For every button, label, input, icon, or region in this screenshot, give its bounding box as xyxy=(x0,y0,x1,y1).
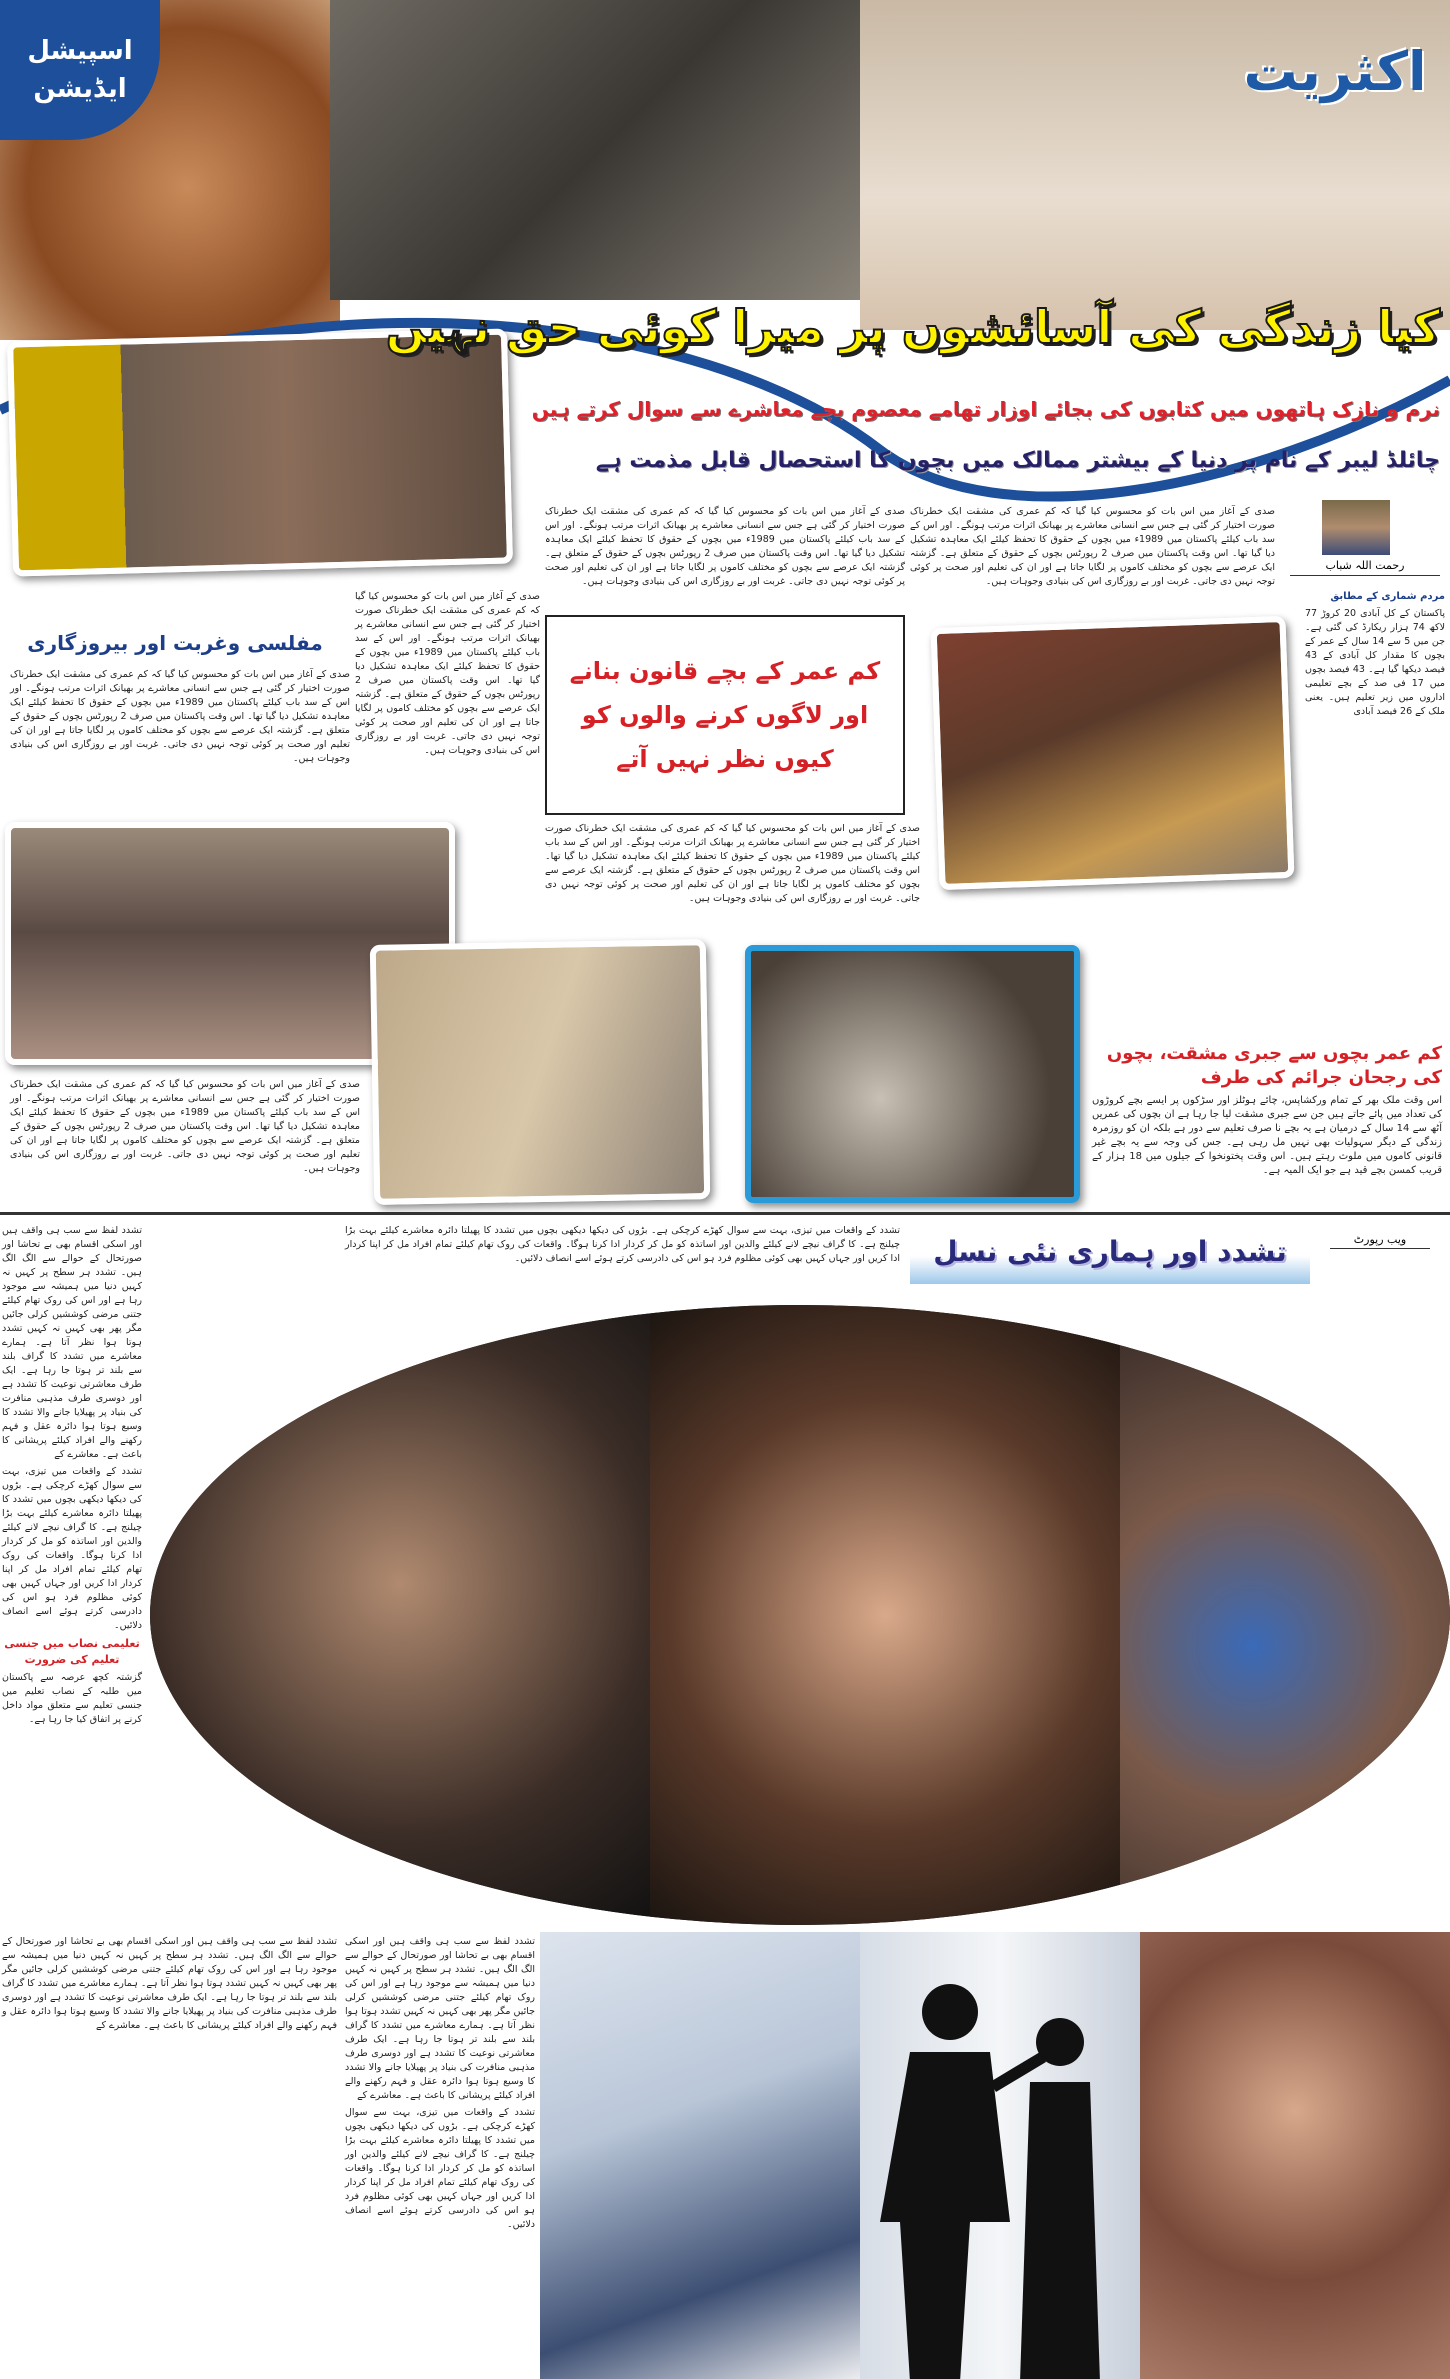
census-text: پاکستان کے کل آبادی 20 کروڑ 77 لاکھ 74 ہزار ریکارڈ کی گئی ہے۔ جن میں 5 سے 14 سال کے عمر کے بچوں کا مقدار کل آبادی کے 43 فیصد دیکھا گیا ہے۔ 43 فیصد بچوں میں 17 فی صد کے بچے تعلیمی اداروں میں زیر تعلیم ہیں۔ یعنی ملک کے 26 فیصد آبادی xyxy=(1305,608,1445,717)
education-text: گزشتہ کچھ عرصہ سے پاکستان میں طلبہ کے نصاب تعلیم میں جنسی تعلیم سے متعلق مواد داخل کرنے پر اتفاق کیا جا رہا ہے۔ xyxy=(2,1672,142,1725)
article-column xyxy=(545,505,905,592)
body-paragraph: تشدد لفظ سے سب ہی واقف ہیں اور اسکی اقسام بھی بے تحاشا اور صورتحال کے حوالے سے الگ الگ ہیں۔ تشدد ہر سطح پر کہیں نہ کہیں دنیا میں ہمیشہ سے موجود رہا ہے اور اس کی روک تھام کیلئے جتنی مرضی کوششیں کرلی جائیں مگر پھر بھی کہیں نہ کہیں تشدد ہوتا ہوا نظر آتا ہے۔ ہمارے معاشرے میں تشدد کا گراف بلند سے بلند تر ہوتا جا رہا ہے۔ ایک طرف معاشرتی نوعیت کا تشدد ہے اور دوسری طرف مذہبی منافرت کی بنیاد پر پھیلایا جانے والا تشدد کا وسیع ہوتا ہوا دائرہ عقل و فہم رکھنے والے افراد کیلئے پریشانی کا باعث ہے۔ معاشرے کے xyxy=(2,1225,142,1460)
body-paragraph: تشدد لفظ سے سب ہی واقف ہیں اور اسکی اقسام بھی بے تحاشا اور صورتحال کے حوالے سے الگ الگ ہیں۔ تشدد ہر سطح پر کہیں نہ کہیں دنیا میں ہمیشہ سے موجود رہا ہے اور اس کی روک تھام کیلئے جتنی مرضی کوششیں کرلی جائیں مگر پھر بھی کہیں نہ کہیں تشدد ہوتا ہوا نظر آتا ہے۔ ہمارے معاشرے میں تشدد کا گراف بلند سے بلند تر ہوتا جا رہا ہے۔ ایک طرف معاشرتی نوعیت کا تشدد ہے اور دوسری طرف مذہبی منافرت کی بنیاد پر پھیلایا جانے والا تشدد کا وسیع ہوتا ہوا دائرہ عقل و فہم رکھنے والے افراد کیلئے پریشانی کا باعث ہے۔ معاشرے کے xyxy=(345,1936,535,2101)
photo-street-children xyxy=(370,939,710,1205)
violence-column xyxy=(345,1935,535,2235)
article-column xyxy=(910,505,1275,592)
photo-scared-boy xyxy=(540,1932,860,2379)
subheadline-1: نرم و نازک ہاتھوں میں کتابوں کی بجائے اوزار تھامے معصوم بچے معاشرے سے سوال کرتے ہیں xyxy=(531,397,1440,421)
violence-column xyxy=(345,1224,900,1269)
section-divider xyxy=(0,1212,1450,1215)
photo-oval-collage xyxy=(150,1305,1450,1925)
photo-shop-boy xyxy=(931,616,1295,890)
violence-title: تشدد اور ہماری نئی نسل xyxy=(910,1222,1310,1284)
violence-column xyxy=(2,1935,337,2036)
web-report-label: ویب رپورٹ xyxy=(1330,1232,1430,1249)
section-heading-poverty: مفلسی وغربت اور بیروزگاری xyxy=(27,631,323,655)
body-paragraph: تشدد کے واقعات میں تیزی، بہت سے سوال کھڑے کرچکی ہے۔ بڑوں کی دیکھا دیکھی بچوں میں تشدد کا پھیلتا دائرہ معاشرے کیلئے بہت بڑا چیلنج ہے۔ کا گراف نیچے لانے کیلئے والدین اور اساتذہ کو مل کر کردار ادا کرنا ہوگا۔ واقعات کی روک تھام کیلئے تمام افراد مل کر اپنا کردار ادا کریں اور جہاں کہیں بھی کوئی مظلوم فرد ہو اس کی دادرسی کرتے ہوئے اسے انصاف دلائیں۔ xyxy=(2,1466,142,1631)
body-paragraph: صدی کے آغاز میں اس بات کو محسوس کیا گیا کہ کم عمری کی مشقت ایک خطرناک صورت اختیار کر گئی ہے جس سے انسانی معاشرے پر بھیانک اثرات مرتب ہونگے۔ اور اس کے سد باب کیلئے پاکستان میں 1989ء میں بچوں کے حقوق کا تحفظ کیلئے ایک معاہدہ تشکیل دیا گیا تھا۔ اس وقت پاکستان میں صرف 2 رپورٹس بچوں کے حقوق کے متعلق ہے۔ گزشتہ ایک عرصے سے بچوں کو مختلف کاموں پر لگایا جاتا ہے اور ان کی تعلیم اور صحت پر کوئی توجہ نہیں دی جاتی۔ غربت اور بے روزگاری اس کی بنیادی وجوہات ہیں۔ xyxy=(545,506,905,587)
body-paragraph: صدی کے آغاز میں اس بات کو محسوس کیا گیا کہ کم عمری کی مشقت ایک خطرناک صورت اختیار کر گئی ہے جس سے انسانی معاشرے پر بھیانک اثرات مرتب ہونگے۔ اور اس کے سد باب کیلئے پاکستان میں 1989ء میں بچوں کے حقوق کا تحفظ کیلئے ایک معاہدہ تشکیل دیا گیا تھا۔ اس وقت پاکستان میں صرف 2 رپورٹس بچوں کے حقوق کے متعلق ہے۔ گزشتہ ایک عرصے سے بچوں کو مختلف کاموں پر لگایا جاتا ہے اور ان کی تعلیم اور صحت پر کوئی توجہ نہیں دی جاتی۔ غربت اور بے روزگاری اس کی بنیادی وجوہات ہیں۔ xyxy=(10,1079,360,1174)
subheadline-2: چائلڈ لیبر کے نام پر دنیا کے بیشتر ممالک میں بچوں کا استحصال قابل مذمت ہے xyxy=(595,448,1440,473)
census-heading: مردم شماری کے مطابق xyxy=(1330,591,1445,602)
body-paragraph: صدی کے آغاز میں اس بات کو محسوس کیا گیا کہ کم عمری کی مشقت ایک خطرناک صورت اختیار کر گئی ہے جس سے انسانی معاشرے پر بھیانک اثرات مرتب ہونگے۔ اور اس کے سد باب کیلئے پاکستان میں 1989ء میں بچوں کے حقوق کا تحفظ کیلئے ایک معاہدہ تشکیل دیا گیا تھا۔ اس وقت پاکستان میں صرف 2 رپورٹس بچوں کے حقوق کے متعلق ہے۔ گزشتہ ایک عرصے سے بچوں کو مختلف کاموں پر لگایا جاتا ہے اور ان کی تعلیم اور صحت پر کوئی توجہ نہیں دی جاتی۔ غربت اور بے روزگاری اس کی بنیادی وجوہات ہیں۔ xyxy=(355,591,540,756)
highlight-box xyxy=(545,615,905,815)
photo-silhouette-violence xyxy=(860,1932,1140,2379)
article-column xyxy=(355,590,540,761)
author-photo xyxy=(1322,500,1390,555)
article-column xyxy=(545,822,920,909)
main-headline: کیا زندگی کی آسائشوں پر میرا کوئی حق نہیں xyxy=(385,300,1440,354)
body-paragraph: صدی کے آغاز میں اس بات کو محسوس کیا گیا کہ کم عمری کی مشقت ایک خطرناک صورت اختیار کر گئی ہے جس سے انسانی معاشرے پر بھیانک اثرات مرتب ہونگے۔ اور اس کے سد باب کیلئے پاکستان میں 1989ء میں بچوں کے حقوق کا تحفظ کیلئے ایک معاہدہ تشکیل دیا گیا تھا۔ اس وقت پاکستان میں صرف 2 رپورٹس بچوں کے حقوق کے متعلق ہے۔ گزشتہ ایک عرصے سے بچوں کو مختلف کاموں پر لگایا جاتا ہے اور ان کی تعلیم اور صحت پر کوئی توجہ نہیں دی جاتی۔ غربت اور بے روزگاری اس کی بنیادی وجوہات ہیں۔ xyxy=(10,669,350,764)
article-column xyxy=(10,668,350,769)
photo-girl-mouth-covered xyxy=(650,1305,1120,1925)
photo-tea-boy xyxy=(745,945,1080,1203)
violence-column-left xyxy=(2,1224,142,1730)
silhouette-figures-icon xyxy=(860,1932,1140,2379)
body-paragraph: تشدد لفظ سے سب ہی واقف ہیں اور اسکی اقسام بھی بے تحاشا اور صورتحال کے حوالے سے الگ الگ ہیں۔ تشدد ہر سطح پر کہیں نہ کہیں دنیا میں ہمیشہ سے موجود رہا ہے اور اس کی روک تھام کیلئے جتنی مرضی کوششیں کرلی جائیں مگر پھر بھی کہیں نہ کہیں تشدد ہوتا ہوا نظر آتا ہے۔ ہمارے معاشرے میں تشدد کا گراف بلند سے بلند تر ہوتا جا رہا ہے۔ ایک طرف معاشرتی نوعیت کا تشدد ہے اور دوسری طرف مذہبی منافرت کی بنیاد پر پھیلایا جانے والا تشدد کا وسیع ہوتا ہوا دائرہ عقل و فہم رکھنے والے افراد کیلئے پریشانی کا باعث ہے۔ معاشرے کے xyxy=(2,1936,337,2031)
article-column xyxy=(10,1078,360,1179)
photo-toddler xyxy=(1120,1305,1450,1925)
photo-dirty-hands xyxy=(7,328,513,576)
body-paragraph: تشدد کے واقعات میں تیزی، بہت سے سوال کھڑے کرچکی ہے۔ بڑوں کی دیکھا دیکھی بچوں میں تشدد کا پھیلتا دائرہ معاشرے کیلئے بہت بڑا چیلنج ہے۔ کا گراف نیچے لانے کیلئے والدین اور اساتذہ کو مل کر کردار ادا کرنا ہوگا۔ واقعات کی روک تھام کیلئے تمام افراد مل کر اپنا کردار ادا کریں اور جہاں کہیں بھی کوئی مظلوم فرد ہو اس کی دادرسی کرتے ہوئے اسے انصاف دلائیں۔ xyxy=(345,2107,535,2230)
body-paragraph: صدی کے آغاز میں اس بات کو محسوس کیا گیا کہ کم عمری کی مشقت ایک خطرناک صورت اختیار کر گئی ہے جس سے انسانی معاشرے پر بھیانک اثرات مرتب ہونگے۔ اور اس کے سد باب کیلئے پاکستان میں 1989ء میں بچوں کے حقوق کا تحفظ کیلئے ایک معاہدہ تشکیل دیا گیا تھا۔ اس وقت پاکستان میں صرف 2 رپورٹس بچوں کے حقوق کے متعلق ہے۔ گزشتہ ایک عرصے سے بچوں کو مختلف کاموں پر لگایا جاتا ہے اور ان کی تعلیم اور صحت پر کوئی توجہ نہیں دی جاتی۔ غربت اور بے روزگاری اس کی بنیادی وجوہات ہیں۔ xyxy=(545,823,920,904)
photo-scared-children xyxy=(150,1305,650,1925)
photo-crying-girl xyxy=(1140,1932,1450,2379)
box-headline: کم عمر کے بچے قانون بنانے اور لاگوں کرنے والوں کو کیوں نظر نہیں آتے xyxy=(569,657,881,773)
body-paragraph: صدی کے آغاز میں اس بات کو محسوس کیا گیا کہ کم عمری کی مشقت ایک خطرناک صورت اختیار کر گئی ہے جس سے انسانی معاشرے پر بھیانک اثرات مرتب ہونگے۔ اور اس کے سد باب کیلئے پاکستان میں 1989ء میں بچوں کے حقوق کا تحفظ کیلئے ایک معاہدہ تشکیل دیا گیا تھا۔ اس وقت پاکستان میں صرف 2 رپورٹس بچوں کے حقوق کے متعلق ہے۔ گزشتہ ایک عرصے سے بچوں کو مختلف کاموں پر لگایا جاتا ہے اور ان کی تعلیم اور صحت پر کوئی توجہ نہیں دی جاتی۔ غربت اور بے روزگاری اس کی بنیادی وجوہات ہیں۔ xyxy=(910,506,1275,587)
section-heading-education: تعلیمی نصاب میں جنسی تعلیم کی ضرورت xyxy=(4,1637,140,1666)
body-paragraph: تشدد کے واقعات میں تیزی، بہت سے سوال کھڑے کرچکی ہے۔ بڑوں کی دیکھا دیکھی بچوں میں تشدد کا پھیلتا دائرہ معاشرے کیلئے بہت بڑا چیلنج ہے۔ کا گراف نیچے لانے کیلئے والدین اور اساتذہ کو مل کر کردار ادا کرنا ہوگا۔ واقعات کی روک تھام کیلئے تمام افراد مل کر اپنا کردار ادا کریں اور جہاں کہیں بھی کوئی مظلوم فرد ہو اس کی دادرسی کرتے ہوئے اسے انصاف دلائیں۔ xyxy=(345,1225,900,1264)
author-byline: رحمت اللہ شباب xyxy=(1290,558,1440,576)
crime-text: اس وقت ملک بھر کے تمام ورکشاپس، چائے ہوٹلز اور سڑکوں پر ایسے بچے کروڑوں کی تعداد میں پائے جاتے ہیں جن سے جبری مشقت لیا جا رہا ہے ان بچوں کی عمریں آٹھ سے 14 سال کے درمیان ہے یہ بچے نا صرف تعلیم سے دور ہے بلکہ ان کو روزمرہ زندگی کے دیگر سہولیات بھی نہیں مل رہی ہے۔ جس کی وجہ سے یہ بچے غیر قانونی کاموں میں ملوث رہتے ہیں۔ اس وقت پختونخوا کے جیلوں میں 18 ہزار کے قریب کمسن بچے قید ہے جو ایک المیہ ہے۔ xyxy=(1092,1095,1442,1176)
badge-label: اسپیشل ایڈیشن xyxy=(27,36,133,104)
census-column xyxy=(1305,590,1445,722)
masthead-logo: اکثریت xyxy=(1243,40,1427,103)
section-heading-crime: کم عمر بچوں سے جبری مشقت، بچوں کی رجحان جرائم کی طرف xyxy=(1106,1043,1442,1088)
